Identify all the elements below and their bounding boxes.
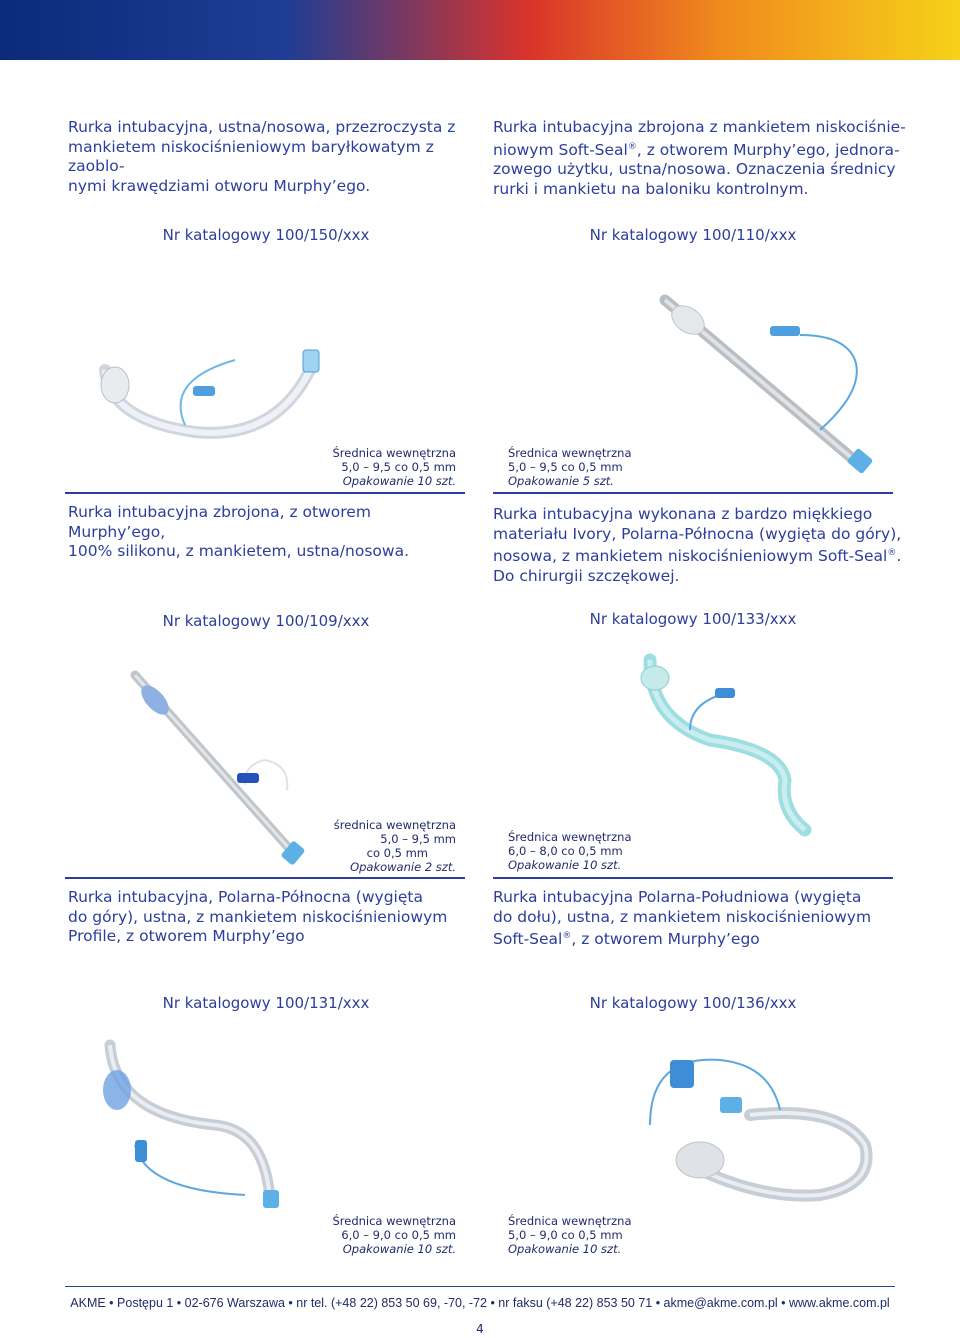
description-line: do dołu), ustna, z mankietem niskociśnieniowym (493, 907, 872, 926)
product-description (493, 118, 913, 199)
page-number: 4 (476, 1322, 484, 1336)
description-line: niowym Soft-Seal®, z otworem Murphy’ego, jednora- (493, 140, 900, 159)
catalog-number: Nr katalogowy 100/136/xxx (589, 994, 797, 1012)
description-line: materiału Ivory, Polarna-Północna (wygięta do góry), (493, 524, 902, 543)
catalog-number: Nr katalogowy 100/110/xxx (589, 226, 797, 244)
divider (493, 877, 893, 879)
description-line: Rurka intubacyjna Polarna-Południowa (wygięta (493, 888, 862, 906)
spec-block: Średnica wewnętrzna 6,0 – 9,0 co 0,5 mm Opakowanie 10 szt. (332, 1214, 456, 1256)
description-line: Rurka intubacyjna wykonana z bardzo miękkiego (493, 505, 873, 523)
description-line: do góry), ustna, z mankietem niskociśnieniowym (68, 907, 448, 926)
polar-north-tube-image (95, 1035, 305, 1210)
description-line: mankietem niskociśnieniowym baryłkowatym z zaoblo- (68, 137, 434, 175)
description-line: nymi krawędziami otworu Murphy’ego. (68, 176, 371, 195)
description-line: nosowa, z mankietem niskociśnieniowym Soft-Seal®. (493, 547, 902, 566)
catalog-number: Nr katalogowy 100/109/xxx (162, 612, 370, 630)
description-line: rurki i mankietu na baloniku kontrolnym. (493, 179, 809, 198)
header-gradient-bar (0, 0, 960, 60)
product-description (493, 505, 913, 586)
product-description (68, 118, 468, 196)
product-description (493, 888, 913, 950)
description-line: Soft-Seal®, z otworem Murphy’ego (493, 930, 760, 949)
spec-block: Średnica wewnętrzna 5,0 – 9,5 co 0,5 mm Opakowanie 10 szt. (332, 446, 456, 488)
divider (65, 492, 465, 494)
spec-block: Średnica wewnętrzna 5,0 – 9,0 co 0,5 mm Opakowanie 10 szt. (508, 1214, 632, 1256)
endotracheal-tube-image (85, 340, 335, 450)
spec-block: średnica wewnętrzna 5,0 – 9,5 mm co 0,5 mm Opakowanie 2 szt. (333, 818, 456, 874)
catalog-number: Nr katalogowy 100/131/xxx (162, 994, 370, 1012)
polar-south-tube-image (620, 1035, 885, 1210)
description-line: Profile, z otworem Murphy’ego (68, 927, 305, 945)
spec-block: Średnica wewnętrzna 6,0 – 8,0 co 0,5 mm Opakowanie 10 szt. (508, 830, 632, 872)
description-line: Rurka intubacyjna, ustna/nosowa, przezroczysta z (68, 118, 456, 136)
catalog-number: Nr katalogowy 100/150/xxx (162, 226, 370, 244)
description-line: Rurka intubacyjna zbrojona, z otworem Murphy’ego, (68, 503, 371, 541)
description-line: Do chirurgii szczękowej. (493, 566, 680, 585)
silicone-tube-image (125, 665, 315, 870)
description-line: Rurka intubacyjna, Polarna-Północna (wygięta (68, 888, 423, 906)
divider (65, 877, 465, 879)
description-line: 100% silikonu, z mankietem, ustna/nosowa. (68, 542, 409, 560)
ivory-tube-image (620, 640, 820, 840)
product-description (68, 888, 468, 947)
product-description (68, 503, 468, 562)
catalog-number: Nr katalogowy 100/133/xxx (589, 610, 797, 628)
spec-block: Średnica wewnętrzna 5,0 – 9,5 co 0,5 mm Opakowanie 5 szt. (508, 446, 632, 488)
description-line: zowego użytku, ustna/nosowa. Oznaczenia średnicy (493, 160, 896, 179)
divider (493, 492, 893, 494)
footer-divider (65, 1286, 895, 1287)
description-line: Rurka intubacyjna zbrojona z mankietem niskociśnie- (493, 118, 906, 136)
reinforced-tube-image (650, 290, 880, 485)
footer-contact: AKME • Postępu 1 • 02-676 Warszawa • nr tel. (+48 22) 853 50 69, -70, -72 • nr faksu (+48 22) 853 50 71 • akme@akme.com.pl • www.akme.com.pl (70, 1296, 890, 1310)
